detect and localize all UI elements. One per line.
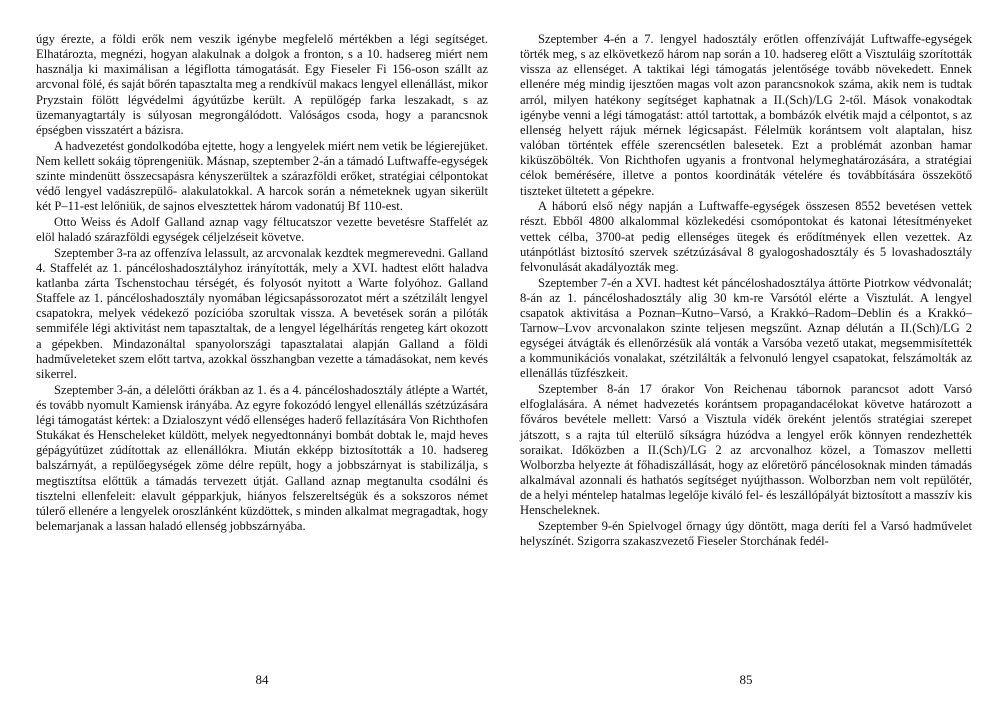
- right-page: [520, 32, 972, 720]
- paragraph: Szeptember 8-án 17 órakor Von Reichenau tábornok parancsot adott Varsó elfoglalására. A német hadvezetés korántsem propagandacélokat követve határozott a főváros bevétele mellett: Varsó a Visztula vidék öreként jelentős stratégiai szerepet játszott, s a rajta túl elterülő síkságra húzódva a lengyel erők könnyen rendezhették soraikat. Időközben a II.(Sch)/LG 2 az arcvonalhoz közel, a Tomaszov melletti Wolborzba helyezte át főhadiszállását, hogy az előretörő páncélosoknak minden támadás alkalmával azonnali és hathatós segítséget nyújthasson. Wolborzban nem volt repülőtér, de a helyi méntelep hatalmas legelője kiváló fel- és leszállópályát biztosított a masszív kis Henscheleknek.: [520, 382, 972, 518]
- paragraph: Szeptember 9-én Spielvogel őrnagy úgy döntött, maga deríti fel a Varsó hadművelet helyszínét. Szigorra szakaszvezető Fieseler Storchának fedél-: [520, 519, 972, 549]
- left-page: [36, 32, 488, 720]
- paragraph: Szeptember 3-án, a délelőtti órákban az 1. és a 4. páncéloshadosztály átlépte a Wartét, és tovább nyomult Kamiensk irányába. Az egyre fokozódó lengyel ellenállás szétzúzására légi támogatást kértek: a Dzialoszynt védő ellenséges haderő fellazítására Von Richthofen Stukákat és Henscheleket küldött, melyek negyedtonnányi bombát dobtak le, majd heves gépágyútüzet zúdítottak az ellenállókra. Miután ekképp biztosították a 10. hadsereg balszárnyát, a repülőegységek zöme délre repült, hogy a jobbszárnyat is stabilizálja, s megtisztítsa előttük a támadás tervezett útját. Galland aznap megtanulta csodálni és tisztelni ellenfeleit: elavult gépparkjuk, hiányos felszereltségük és a sokszoros német túlerő ellenére a lengyelek oroszlánként küzdöttek, s minden alkalmat megragadtak, hogy belemarjanak a lassan haladó ellenség jobbszárnyába.: [36, 382, 488, 533]
- paragraph: Szeptember 4-én a 7. lengyel hadosztály erőtlen offenzíváját Luftwaffe-egységek törték meg, s az elkövetkező három nap során a 10. hadsereg előtt a Visztuláig szorították vissza az ellenséget. A taktikai légi támogatás jelentősége tovább növekedett. Ennek ellenére még mindig ijesztően magas volt azon parancsnokok száma, akik nem is tudtak arról, milyen hatékony segítséget kaphatnak a II.(Sch)/LG 2-től. Mások vonakodtak igénybe venni a légi támogatást: attól tartottak, a bombázók elvétik majd a célpontot, s az ellenség helyett rájuk mérnek légicsapást. Félelmük korántsem volt alaptalan, hisz valóban történtek efféle szerencsétlen balesetek. Ezt a problémát azonban hamar kiküszöbölték. Von Richthofen ugyanis a frontvonal helymeghatározására, a stratégiai célok bemérésére, illetve a pontos koordináták vételére és továbbítására összekötő tiszteket ültetett a gépekre.: [520, 32, 972, 198]
- paragraph: úgy érezte, a földi erők nem veszik igénybe megfelelő mértékben a légi segítséget. Elhatározta, megnézi, hogyan alakulnak a dolgok a fronton, s a 10. hadsereg miért nem használja ki maximálisan a légiflotta támogatását. Egy Fieseler Fi 156-oson szállt az arcvonal fölé, és saját bőrén tapasztalta meg a rendkívül makacs lengyel ellenállást, mikor Pryzstain fölött légvédelmi ágyútűzbe került. A repülőgép farka leszakadt, s az üzemanyagtartály is súlyosan megrongálódott. Valóságos csoda, hogy a parancsnok épségben visszatért a bázisra.: [36, 32, 488, 137]
- paragraph: A hadvezetést gondolkodóba ejtette, hogy a lengyelek miért nem vetik be légierejüket. Nem kellett sokáig töprengeniük. Másnap, szeptember 2-án a támadó Luftwaffe-egységek szinte mindenütt összecsapásra kényszerültek a szárazföldi erőket, stratégiai célpontokat védő lengyel vadászrepülő- alakulatokkal. A harcok során a németeknek ugyan sikerült két P–11-est lelőniük, de sajnos elvesztettek három vadonatúj Bf 110-est.: [36, 138, 488, 214]
- page-number: 85: [739, 672, 753, 687]
- paragraph: Szeptember 7-én a XVI. hadtest két páncéloshadosztálya áttörte Piotrkow védvonalát; 8-án az 1. páncéloshadosztály alig 30 km-re Varsótól elérte a Visztulát. A lengyel csapatok aktivitása a Poznan–Kutno–Varsó, a Krakkó–Radom–Deblin és a Krakkó–Tarnow–Lvov arcvonalakon szinte teljesen megszűnt. Aznap délután a II.(Sch)/LG 2 egységei átvágták és ellenőrzésük alá vonták a Varsóba vezető utakat, megsemmisítették a kommunikációs vonalakat, szétzilálták a felvonuló lengyel csapatokat, felszámolták az ellenállás tűzfészkeit.: [520, 275, 972, 381]
- paragraph: Otto Weiss és Adolf Galland aznap vagy féltucatszor vezette bevetésre Staffelét az elöl haladó szárazföldi egységek céljelzéseit követve.: [36, 214, 488, 245]
- page-number: 84: [255, 672, 269, 687]
- paragraph: A háború első négy napján a Luftwaffe-egységek összesen 8552 bevetésen vettek részt. Ebből 4800 alkalommal közlekedési csomópontokat és katonai létesítményeket vettek célba, 3700-at pedig ellenséges ütegek és erődítmények ellen vezettek. Az utánpótlást biztosító szervek szétzúzásával 8 gyalogoshadosztály és 5 lovashadosztály felvonulását akadályozták meg.: [520, 199, 972, 274]
- paragraph: Szeptember 3-ra az offenzíva lelassult, az arcvonalak kezdtek megmerevedni. Galland 4. Staffelét az 1. páncéloshadosztályhoz irányították, mely a XVI. hadtest előtt haladva katlanba zárta Tschenstochau térségét, és folyosót nyitott a Warte folyóhoz. Galland Staffele az 1. páncéloshadosztály nyomában légicsapássorozatot mért a szétzilált lengyel csapatokra, melyek védekező pozícióba szorultak vissza. A bevetések során a pilóták semmiféle légi aktivitást nem tapasztaltak, de a lengyel légelhárítás rengeteg kárt okozott a gépekben. Mindazonáltal spanyolországi tapasztalatai alapján Galland a földi hadműveleteket szem előtt tartva, azokkal összhangban vezette a támadásokat, nem kevés sikerrel.: [36, 245, 488, 381]
